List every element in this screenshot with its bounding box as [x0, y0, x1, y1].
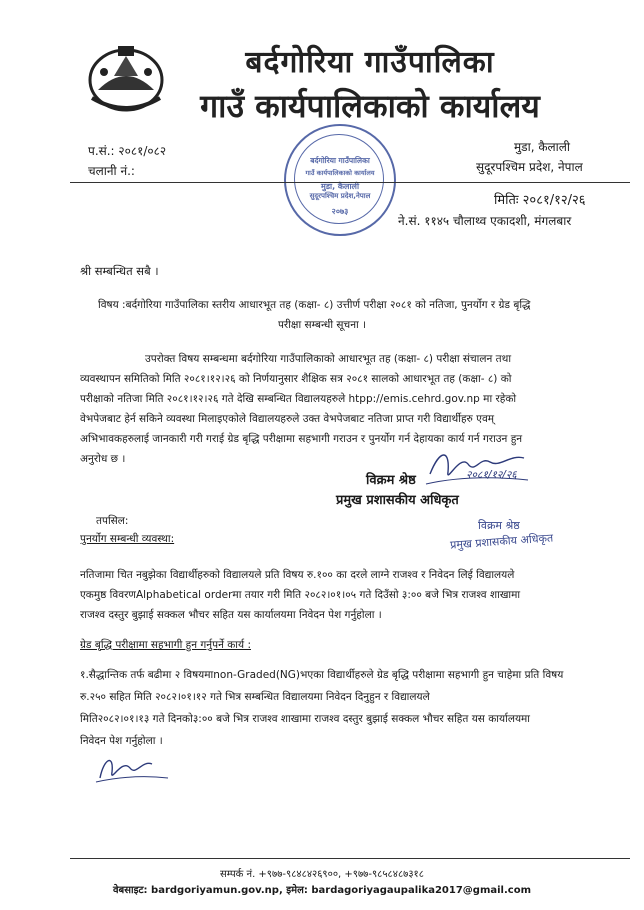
dispatch-number: चलानी नं.: — [88, 164, 135, 178]
paragraph-line-2: व्यवस्थापन समितिको मिति २०८१।१२।२६ को निर्णयानुसार शैक्षिक सत्र २०८१ सालको आधारभूत तह (कक्षा- ८) को — [80, 373, 512, 385]
paragraph-line-6: अनुरोध छ । — [80, 453, 126, 465]
section-heading-revaluation: पुनर्योग सम्बन्धी व्यवस्था: — [80, 533, 175, 545]
nepal-sambat-date: ने.सं. ११४५ चौलाथ्व एकादशी, मंगलबार — [398, 214, 572, 228]
stamp-text-2: गाउँ कार्यपालिकाको कार्यालय — [305, 169, 375, 177]
footer-divider — [70, 858, 630, 859]
office-title-line1: बर्दगोरिया गाउँपालिका — [245, 45, 495, 80]
signer-title: प्रमुख प्रशासकीय अधिकृत — [336, 493, 459, 508]
stamp-text-3: मुडा, कैलाली — [320, 182, 360, 191]
signer-name: विक्रम श्रेष्ठ — [366, 473, 416, 488]
office-title-line2: गाउँ कार्यपालिकाको कार्यालय — [200, 87, 540, 125]
subject-line-2: परीक्षा सम्बन्धी सूचना । — [277, 319, 367, 331]
reference-number: प.सं.: २०८१/०८२ — [88, 144, 167, 158]
header-divider — [70, 182, 630, 183]
paragraph-line-3: परीक्षाको नतिजा मिति २०८१।१२।२६ गते देखि सम्बन्धित विद्यालयहरुले htpp://emis.cehrd.gov.np मा रहेको — [80, 393, 517, 405]
salutation: श्री सम्बन्धित सबै । — [80, 264, 159, 278]
section1-line-2: एकमुष्ठ विवरणAlphabetical orderमा तयार गरी मिति २०८२।०१।०५ गते दिउँसो ३:०० बजे भित्र राजश्व शाखामा — [80, 589, 521, 601]
subject-line-1: विषय :बर्दगोरिया गाउँपालिका स्तरीय आधारभूत तह (कक्षा- ८) उत्तीर्ण परीक्षा २०८१ को नतिजा, पुनर्योग र ग्रेड बृद्धि — [98, 299, 531, 311]
footer-contact: सम्पर्क नं. +९७७-९८४८४२६९००, +९७७-९८५८४८७३१८ — [220, 869, 424, 880]
section2-line-2: रु.२५० सहित मिति २०८२।०१।१२ गते भित्र सम्बन्धित विद्यालयमा निवेदन दिनुहुन र विद्यालयले — [80, 691, 430, 703]
seal-title: प्रमुख प्रशासकीय अधिकृत — [449, 531, 554, 552]
section1-line-3: राजश्व दस्तुर बुझाई सक्कल भौचर सहित यस कार्यालयमा निवेदन पेश गर्नुहोला । — [80, 609, 382, 621]
section2-line-3: मिति२०८२।०१।१३ गते दिनको३:०० बजे भित्र राजश्व शाखामा राजश्व दस्तुर बुझाई सक्कल भौचर सहित यस कार्यालयमा — [80, 713, 531, 725]
initials-signature — [92, 750, 172, 788]
stamp-text-4: सुदूरपश्चिम प्रदेश,नेपाल — [309, 192, 371, 200]
stamp-text-1: बर्दगोरिया गाउँपालिका — [310, 156, 370, 165]
province-address: सुदूरपश्चिम प्रदेश, नेपाल — [476, 160, 583, 174]
section-heading-grade-increase: ग्रेड बृद्धि परीक्षामा सहभागी हुन गर्नुपर्ने कार्य : — [80, 639, 251, 651]
section1-line-1: नतिजामा चित नबुझेका विद्यार्थीहरुको विद्यालयले प्रति विषय रु.१०० का दरले लाग्ने राजश्व र निवेदन लिई विद्यालयले — [80, 569, 515, 581]
nepal-emblem-logo — [84, 42, 168, 116]
signature-date: २०८१/१२/२६ — [466, 469, 517, 481]
paragraph-line-5: अभिभावकहरुलाई जानकारी गरी गराई ग्रेड बृद्धि परीक्षामा सहभागी गराउन र पुनर्योग गर्न देहायका कार्य गर्न गराउन हुन — [80, 433, 523, 445]
paragraph-line-1: उपरोक्त विषय सम्बन्धमा बर्दगोरिया गाउँपालिकाको आधारभूत तह (कक्षा- ८) परीक्षा संचालन तथा — [145, 353, 512, 365]
section2-line-4: निवेदन पेश गर्नुहोला । — [80, 735, 163, 747]
paragraph-line-4: वेभपेजबाट हेर्न सकिने व्यवस्था मिलाइएकोले विद्यालयहरुले उक्त वेभपेजबाट नतिजा प्राप्त गरी विद्यार्थीहरु एवम् — [80, 413, 495, 425]
annex-label: तपसिल: — [96, 515, 129, 527]
office-stamp — [284, 124, 396, 236]
district-address: मुडा, कैलाली — [514, 140, 571, 154]
letter-date: मितिः २०८१/१२/२६ — [494, 193, 586, 208]
footer-website-email: वेबसाइट: bardgoriyamun.gov.np, इमेल: bardagoriyagaupalika2017@gmail.com — [112, 885, 531, 896]
stamp-text-5: २०७३ — [331, 207, 349, 216]
section2-line-1: १.सैद्धान्तिक तर्फ बढीमा २ विषयमाnon-Graded(NG)भएका विद्यार्थीहरुले ग्रेड बृद्धि परीक्षामा सहभागी हुन चाहेमा प्रति विषय — [80, 669, 564, 681]
seal-name: विक्रम श्रेष्ठ — [478, 519, 520, 532]
